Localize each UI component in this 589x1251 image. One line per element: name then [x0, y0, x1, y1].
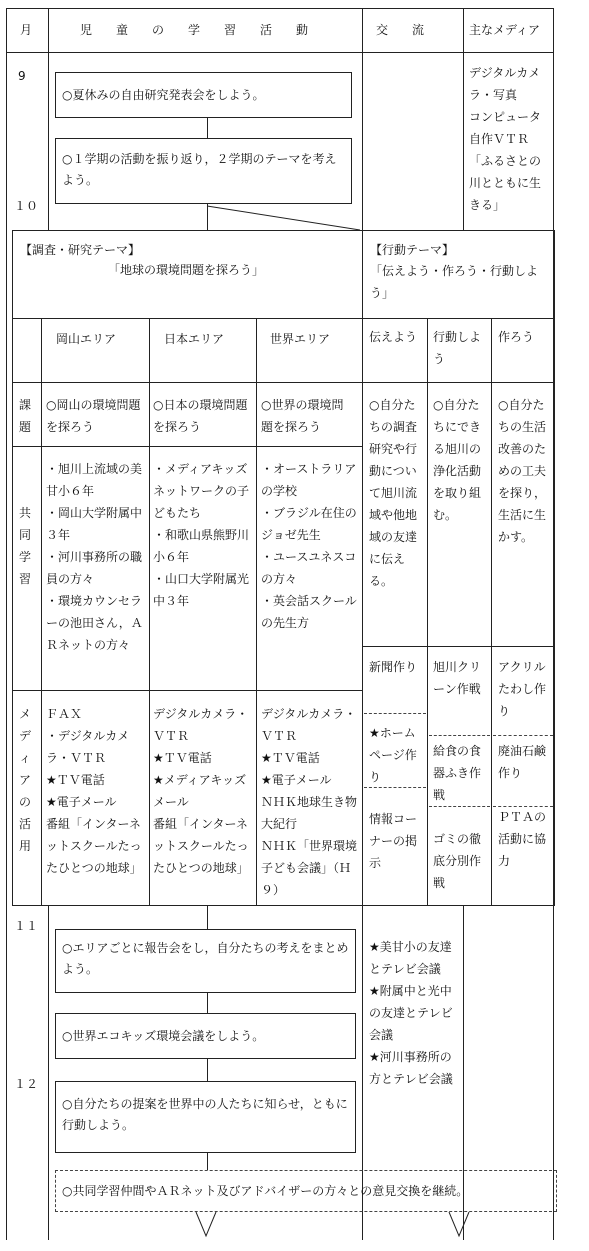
joint-japan: ・メディアキッズネットワークの子どもたち ・和歌山県熊野川小６年 ・山口大学附属光中３年: [153, 462, 250, 608]
middle-bottom-line: [12, 905, 555, 906]
top-media-text: デジタルカメラ・写真 コンピュータ 自作ＶＴＲ 「ふるさとの川とともに生きる」: [469, 66, 542, 212]
act-item-2: 給食の食器ふき作戦: [433, 744, 482, 802]
act-divider-2: [429, 806, 490, 807]
action-col-1: [427, 318, 428, 905]
act-item-3: ゴミの徹底分別作戦: [433, 832, 482, 890]
month-10: １０: [14, 199, 39, 213]
header-month: 月: [20, 23, 33, 37]
research-area-bottom: [12, 382, 362, 383]
header-media: 主なメディア: [469, 23, 541, 37]
research-theme-label: 【調査・研究テーマ】: [20, 243, 141, 257]
act-item-1: 旭川クリーン作戦: [433, 660, 482, 696]
action-col-2: [491, 318, 492, 905]
action-items-top: [362, 646, 555, 647]
bottom-exchange-text: ★美甘小の友達とテレビ会議 ★附属中と光中の友達とテレビ会議 ★河川事務所の方とテレビ会議: [369, 940, 453, 1086]
connector-bottom-2: [207, 993, 208, 1013]
tell-divider-2: [364, 787, 426, 788]
research-theme-title: 「地球の環境問題を探ろう」: [108, 263, 265, 277]
issue-japan: ○日本の環境問題を探ろう: [153, 398, 248, 434]
action-theme-title: 「伝えよう・作ろう・行動しよう」: [370, 264, 539, 300]
tell-divider-1: [364, 713, 426, 714]
connector-bottom-1: [207, 905, 208, 929]
action-right: [554, 230, 555, 905]
tell-item-2: ★ホームページ作り: [369, 726, 417, 784]
make-divider-1: [493, 735, 553, 736]
action-cols-bottom: [362, 382, 555, 383]
connector-bottom-4: [207, 1153, 208, 1170]
summer-research-box: ○夏休みの自由研究発表会をしよう。: [55, 72, 352, 118]
area-okayama: 岡山エリア: [56, 332, 117, 346]
make-item-1: アクリルたわし作り: [498, 660, 547, 718]
area-world: 世界エリア: [270, 332, 331, 346]
header-exchange: 交 流: [376, 23, 425, 37]
term-review-box: ○１学期の活動を振り返り，２学期のテーマを考えよう。: [55, 138, 352, 204]
joint-okayama: ・旭川上流域の美甘小６年 ・岡山大学附属中３年 ・河川事務所の職員の方々 ・環境カウンセラーの池田さん，ＡＲネットの方々: [46, 462, 143, 652]
research-col-2: [149, 318, 150, 905]
header-activities: 児 童 の 学 習 活 動: [80, 23, 309, 37]
proposal-box: ○自分たちの提案を世界中の人たちに知らせ，ともに行動しよう。: [55, 1081, 356, 1153]
continued-exchange-box: ○共同学習仲間やＡＲネット及びアドバイザーの方々との意見交換を継続。: [55, 1170, 557, 1212]
research-issue-bottom: [12, 446, 362, 447]
action-issue-make: ○自分たちの生活改善のための工夫を探り，生活に生かす。: [498, 398, 547, 544]
act-divider-1: [429, 735, 490, 736]
action-col-tell: 伝えよう: [369, 330, 418, 344]
area-japan: 日本エリア: [164, 332, 225, 346]
action-col-act: 行動しよう: [433, 330, 482, 366]
month-12: １２: [14, 1077, 39, 1091]
issue-okayama: ○岡山の環境問題を探ろう: [46, 398, 141, 434]
middle-top-line: [12, 230, 555, 231]
media-japan: デジタルカメラ・ＶＴＲ ★ＴＶ電話 ★メディアキッズメール 番組「インターネットスクールたったひとつの地球」: [153, 707, 249, 875]
make-item-3: ＰＴＡの活動に協力: [498, 810, 547, 868]
action-issue-act: ○自分たちにできる旭川の浄化活動を取り組む。: [433, 398, 482, 522]
research-col-1: [41, 318, 42, 905]
media-world: デジタルカメラ・ＶＴＲ ★ＴＶ電話 ★電子メール ＮＨＫ地球生き物大紀行 ＮＨＫ「世界環境子ども会議」（Ｈ９）: [261, 707, 358, 897]
row-label-joint: 共 同 学 習: [19, 506, 32, 586]
connector-bottom-3: [207, 1059, 208, 1081]
row-label-media: メ デ ィ ア の 活 用: [19, 707, 32, 853]
action-theme-label: 【行動テーマ】: [370, 243, 455, 257]
middle-left-line: [12, 230, 13, 905]
action-cols-top: [362, 318, 555, 319]
action-col-make: 作ろう: [498, 330, 535, 344]
action-issue-tell: ○自分たちの調査研究や行動について旭川流域や他地域の友達に伝える。: [369, 398, 418, 588]
tell-item-1: 新聞作り: [369, 660, 418, 674]
joint-world: ・オーストラリアの学校 ・ブラジル在住のジョゼ先生 ・ユースユネスコの方々 ・英会話スクールの先生方: [261, 462, 357, 630]
issue-world: ○世界の環境問題を探ろう: [261, 398, 344, 434]
report-meeting-box: ○エリアごとに報告会をし，自分たちの考えをまとめよう。: [55, 929, 356, 993]
research-area-top: [12, 318, 362, 319]
month-11: １１: [14, 919, 39, 933]
eco-kids-box: ○世界エコキッズ環境会議をしよう。: [55, 1013, 356, 1059]
research-joint-bottom: [12, 690, 362, 691]
make-item-2: 廃油石鹸作り: [498, 744, 547, 780]
tell-item-3: 情報コーナーの掲示: [369, 812, 418, 870]
media-okayama: ＦＡＸ ・デジタルカメラ・ＶＴＲ ★ＴＶ電話 ★電子メール 番組「インターネットスクールたったひとつの地球」: [46, 707, 142, 875]
research-col-3: [256, 318, 257, 905]
middle-divider: [362, 230, 363, 905]
month-9: 9: [18, 69, 26, 83]
row-label-issue: 課 題: [19, 398, 32, 434]
